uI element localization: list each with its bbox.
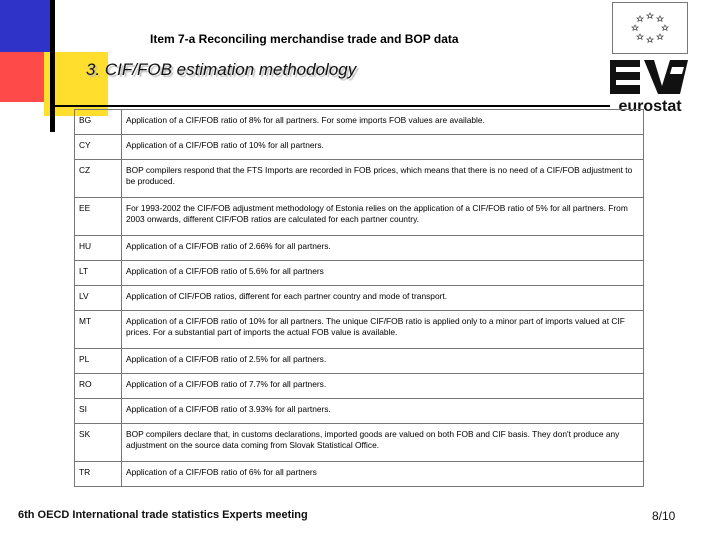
decorative-vertical-rule — [50, 0, 55, 132]
country-code-cell: LV — [75, 286, 122, 311]
table-row — [75, 311, 644, 349]
methodology-cell: Application of a CIF/FOB ratio of 3.93% for all partners. — [122, 399, 644, 424]
country-code-cell: CZ — [75, 160, 122, 198]
decorative-red-block — [0, 52, 44, 102]
methodology-cell: Application of a CIF/FOB ratio of 7.7% for all partners. — [122, 374, 644, 399]
table-row — [75, 374, 644, 399]
country-code-cell: BG — [75, 110, 122, 135]
decorative-horizontal-rule — [50, 105, 610, 107]
methodology-cell: Application of a CIF/FOB ratio of 5.6% for all partners — [122, 261, 644, 286]
slide-title: 3. CIF/FOB estimation methodology — [86, 60, 357, 79]
table-row — [75, 462, 644, 487]
table-row — [75, 349, 644, 374]
country-code-cell: TR — [75, 462, 122, 487]
cif-fob-table — [74, 109, 644, 487]
table-row — [75, 261, 644, 286]
table-row — [75, 424, 644, 462]
eurostat-mark-icon — [608, 58, 692, 98]
country-code-cell: MT — [75, 311, 122, 349]
table-row — [75, 110, 644, 135]
footer-meeting-text: 6th OECD International trade statistics Experts meeting — [18, 509, 308, 521]
table-row — [75, 399, 644, 424]
methodology-cell: BOP compilers declare that, in customs declarations, imported goods are valued on both FOB and CIF basis. They don't produce any adjustment on the source data coming from Slovak Statistical Office. — [122, 424, 644, 462]
country-code-cell: SK — [75, 424, 122, 462]
methodology-cell: Application of a CIF/FOB ratio of 10% for all partners. — [122, 135, 644, 160]
page-number: 8/10 — [652, 509, 676, 523]
methodology-cell: Application of CIF/FOB ratios, different for each partner country and mode of transport. — [122, 286, 644, 311]
methodology-cell: Application of a CIF/FOB ratio of 6% for all partners — [122, 462, 644, 487]
country-code-cell: CY — [75, 135, 122, 160]
country-code-cell: HU — [75, 236, 122, 261]
table-row — [75, 160, 644, 198]
country-code-cell: RO — [75, 374, 122, 399]
methodology-cell: Application of a CIF/FOB ratio of 8% for all partners. For some imports FOB values are available. — [122, 110, 644, 135]
table-row — [75, 236, 644, 261]
country-code-cell: LT — [75, 261, 122, 286]
table-row — [75, 198, 644, 236]
country-code-cell: PL — [75, 349, 122, 374]
methodology-cell: Application of a CIF/FOB ratio of 2.5% for all partners. — [122, 349, 644, 374]
methodology-cell: For 1993-2002 the CIF/FOB adjustment methodology of Estonia relies on the application of a CIF/FOB ratio of 5% for all partners. From 2003 onwards, different CIF/FOB ratios are calculated for each partner country. — [122, 198, 644, 236]
methodology-cell: Application of a CIF/FOB ratio of 10% for all partners. The unique CIF/FOB ratio is applied only to a minor part of imports valued at CIF prices. For a substantial part of imports the actual FOB value is available. — [122, 311, 644, 349]
table-row — [75, 286, 644, 311]
methodology-cell: Application of a CIF/FOB ratio of 2.66% for all partners. — [122, 236, 644, 261]
methodology-cell: BOP compilers respond that the FTS Imports are recorded in FOB prices, which means that there is no need of a CIF/FOB adjustment to be produced. — [122, 160, 644, 198]
table-row — [75, 135, 644, 160]
header-title: Item 7-a Reconciling merchandise trade and BOP data — [150, 32, 459, 46]
country-code-cell: EE — [75, 198, 122, 236]
eurostat-brand-text: eurostat — [618, 98, 682, 115]
eu-flag-icon — [612, 2, 688, 54]
country-code-cell: SI — [75, 399, 122, 424]
